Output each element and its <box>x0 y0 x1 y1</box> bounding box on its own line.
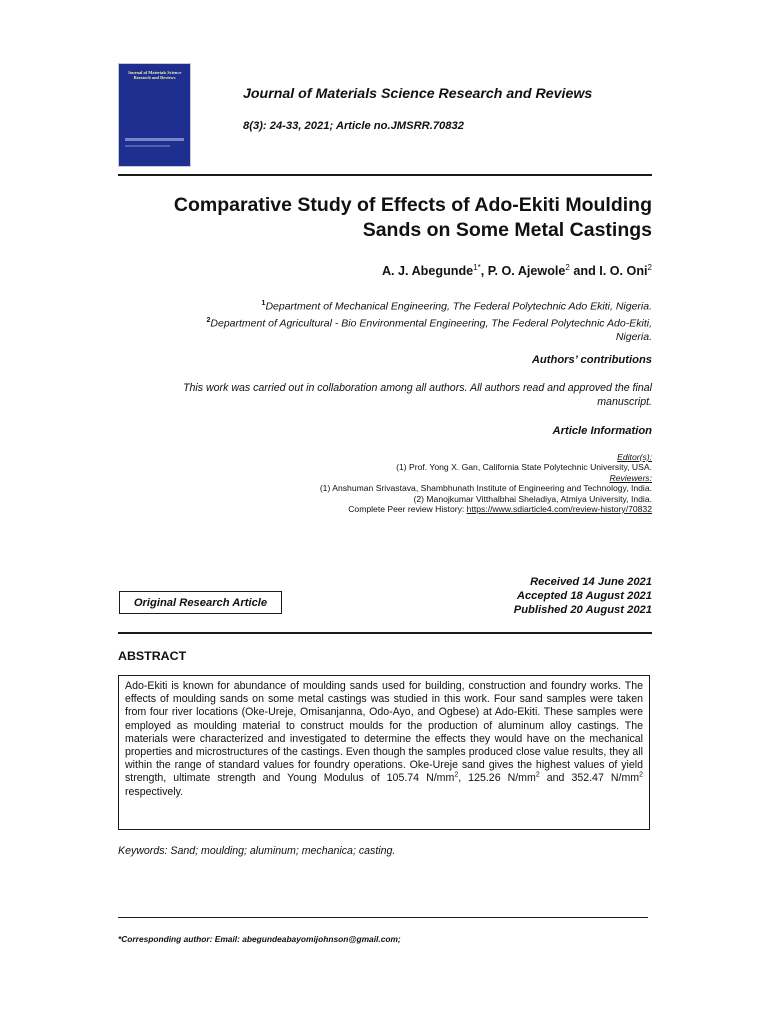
journal-cover-image <box>118 63 191 167</box>
reviewer-entry: (2) Manojkumar Vitthalbhai Sheladiya, Atmiya University, India. <box>413 493 652 504</box>
footnote-divider <box>118 917 648 918</box>
date-received: Received 14 June 2021 <box>530 576 652 588</box>
article-type-label: Original Research Article <box>133 596 268 609</box>
author-name: I. O. Oni <box>599 264 648 279</box>
author-affil-mark: 1* <box>473 263 481 272</box>
affiliation-text: Department of Agricultural - Bio Environmental Engineering, The Federal Polytechnic Ado-Ekiti, <box>210 317 652 330</box>
cover-decoration <box>125 138 184 141</box>
abstract-heading: ABSTRACT <box>118 649 187 663</box>
affiliations <box>118 297 652 345</box>
review-history-link[interactable]: https://www.sdiarticle4.com/review-history/70832 <box>466 504 652 515</box>
journal-name: Journal of Materials Science Research and Reviews <box>243 86 593 102</box>
journal-issue: 8(3): 24-33, 2021; Article no.JMSRR.70832 <box>243 120 464 132</box>
unit-superscript: 2 <box>535 771 540 779</box>
abstract-box <box>118 675 650 830</box>
paper-title-line: Comparative Study of Effects of Ado-Ekiti Moulding <box>173 194 652 216</box>
reviewers-label: Reviewers: <box>609 472 652 483</box>
publication-dates <box>430 575 652 617</box>
affiliation-2-cont: Nigeria. <box>615 331 652 343</box>
paper-title <box>118 193 652 243</box>
contributions-heading: Authors’ contributions <box>531 354 652 366</box>
author-name: A. J. Abegunde <box>381 264 474 279</box>
date-published: Published 20 August 2021 <box>513 604 652 616</box>
affiliation-mark: 1 <box>261 300 266 307</box>
contributions-text <box>118 382 652 409</box>
cover-title: Journal of Materials Science Research and Reviews <box>127 70 182 81</box>
unit-superscript: 2 <box>454 771 459 779</box>
author-affil-mark: 2 <box>647 263 652 272</box>
reviewer-entry: (1) Anshuman Srivastava, Shambhunath Institute of Engineering and Technology, India. <box>319 483 652 494</box>
section-divider <box>118 632 652 634</box>
date-accepted: Accepted 18 August 2021 <box>516 590 652 602</box>
abstract-text: respectively. <box>125 785 184 798</box>
header-divider <box>118 174 652 176</box>
corresponding-author: *Corresponding author: Email: abegundeabayomijohnson@gmail.com; <box>118 934 401 944</box>
affiliation-2 <box>118 314 652 331</box>
editor-entry: (1) Prof. Yong X. Gan, California State Polytechnic University, USA. <box>396 462 652 473</box>
article-info-heading: Article Information <box>552 425 652 437</box>
author-name: P. O. Ajewole <box>487 264 566 279</box>
author-separator: and <box>569 264 600 279</box>
editors-label: Editor(s): <box>617 452 652 462</box>
review-history <box>118 504 652 514</box>
contributions-line: This work was carried out in collaboration among all authors. All authors read and approved the final <box>183 382 652 394</box>
abstract-text: , 125.26 N/mm <box>458 772 536 785</box>
abstract-text: and 352.47 N/mm <box>539 772 640 785</box>
article-info <box>118 452 652 514</box>
author-affil-mark: 2 <box>565 263 570 272</box>
article-type-badge <box>119 591 282 614</box>
contributions-line: manuscript. <box>597 395 652 408</box>
review-history-label: Complete Peer review History: <box>348 504 467 515</box>
cover-decoration <box>125 145 170 147</box>
paper-title-line: Sands on Some Metal Castings <box>362 219 652 241</box>
affiliation-1 <box>118 297 652 314</box>
author-list <box>118 263 652 278</box>
abstract-text: Ado-Ekiti is known for abundance of moulding sands used for building, construction and foundry works. The effects of moulding sands on some metal castings was studied in this work. Four sand samples were taken from four river locations (Oke-Ureje, Omisanjanna, Odo-Ayo, and Ogbese) at Ado-Ekiti. These samples were employed as moulding material to construct moulds for the production of aluminum alloy castings. The materials were characterized and investigated to determine the effects they would have on the mechanical properties and microstructures of the castings. Even though the samples produced close value results, they all within the range of standard values for foundry operations. Oke-Ureje sand gives the highest values of yield strength, ultimate strength and Young Modulus of 105.74 N/mm <box>125 680 643 785</box>
affiliation-text: Department of Mechanical Engineering, The Federal Polytechnic Ado Ekiti, Nigeria. <box>265 300 652 313</box>
keywords: Keywords: Sand; moulding; aluminum; mechanica; casting. <box>118 845 396 857</box>
unit-superscript: 2 <box>639 771 643 779</box>
affiliation-mark: 2 <box>206 317 211 324</box>
author-separator: , <box>480 264 488 279</box>
